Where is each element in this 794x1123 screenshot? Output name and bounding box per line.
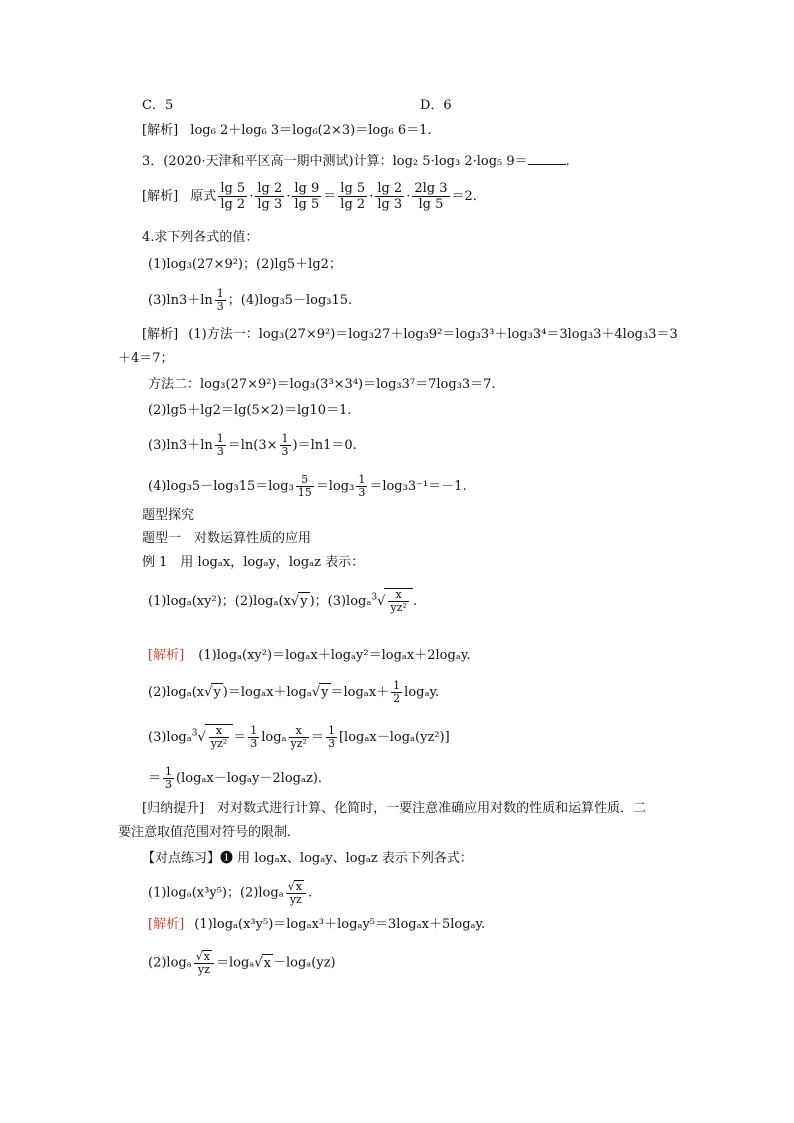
fraction: $\frac{1}{3}$	[250, 724, 258, 750]
q4-solution-1	[142, 326, 678, 344]
q2-solution-text: log₆ 2＋log₆ 3＝log₆(2×3)＝log₆ 6＝1.	[190, 123, 432, 138]
fraction: $\frac{\lg 5}{\lg 2}$	[220, 181, 246, 212]
q3-prefix: 原式	[190, 189, 217, 204]
practice-parts: (1)logₐ(x³y⁵)；(2)logₐ $\frac{√x}{yz}$ .	[148, 880, 313, 906]
fraction: $\frac{√x}{yz}$	[286, 880, 306, 906]
fraction: $\frac{1}{3}$	[281, 432, 289, 458]
section-title: 题型探究	[142, 508, 195, 523]
summary: [归纳提升] 对对数式进行计算、化简时，一要注意准确应用对数的性质和运算性质．二	[142, 801, 647, 816]
example-1-parts: (1)logₐ(xy²)；(2)logₐ(x√y )；(3)logₐ$^3$√ $\frac{x}{\text{yz²}}$ .	[148, 588, 417, 614]
example-1-solution-3-cont: ＝ $\frac{1}{3}$ (logₐx－logₐy－2logₐz)．	[148, 765, 331, 791]
solution-tag: [解析]	[142, 189, 179, 204]
fraction: $\frac{\lg 5}{\lg 2}$	[340, 181, 366, 212]
fraction: $\frac{1}{2}$	[393, 679, 401, 705]
q4-solution-method-2: 方法二：log₃(27×9²)＝log₃(3³×3⁴)＝log₃3⁷＝7log₃3＝7.	[148, 377, 496, 392]
option-d: D．6	[420, 98, 452, 113]
fraction: $\frac{5}{15}$	[297, 473, 312, 499]
fraction: $\frac{1}{3}$	[358, 473, 366, 499]
q3-result: ＝2．	[451, 189, 486, 204]
q2-solution	[142, 122, 432, 140]
practice-stem: 【对点练习】❶ 用 logₐx、logₐy、logₐz 表示下列各式：	[142, 851, 473, 866]
q4-solution-4: (4)log₃5－log₃15＝log₃ $\frac{5}{15}$ ＝log₃ $\frac{1}{3}$ ＝log₃3⁻¹＝－1.	[148, 473, 467, 499]
q4-solution-1-cont: ＋4＝7；	[118, 351, 174, 366]
summary-tag: [归纳提升]	[142, 801, 205, 816]
type-1-title: 题型一 对数运算性质的应用	[142, 531, 312, 546]
fraction: $\frac{1}{3}$	[216, 287, 224, 313]
practice-solution-2: (2)logₐ $\frac{√x}{yz}$ ＝logₐ√x －logₐ(yz)	[148, 950, 336, 976]
fraction: $\frac{1}{3}$	[327, 724, 335, 750]
summary-cont: 要注意取值范围对符号的限制．	[118, 825, 301, 840]
answer-blank	[528, 152, 566, 165]
example-1-solution-1: [解析] (1)logₐ(xy²)＝logₐx＋logₐy²＝logₐx＋2logₐy.	[148, 648, 471, 663]
solution-tag: [解析]	[148, 917, 185, 932]
q4-solution-1-text: (1)方法一：log₃(27×9²)＝log₃27＋log₃9²＝log₃3³＋log₃3⁴＝3log₃3＋4log₃3＝3	[188, 327, 678, 342]
fraction: $\frac{x}{\text{yz²}}$	[390, 588, 407, 614]
fraction: $\frac{x}{\text{yz²}}$	[210, 724, 228, 750]
practice-solution-1: [解析] (1)logₐ(x³y⁵)＝logₐx³＋logₐy⁵＝3logₐx＋5logₐy.	[148, 917, 486, 932]
fraction: $\frac{1}{3}$	[216, 432, 224, 458]
q4-solution-3: (3)ln3＋ln $\frac{1}{3}$ ＝ln(3× $\frac{1}{3}$ )＝ln1＝0.	[148, 432, 357, 458]
fraction: $\frac{√x}{yz}$	[194, 950, 214, 976]
fraction: $\frac{1}{3}$	[165, 765, 173, 791]
fraction: $\frac{\lg 9}{\lg 5}$	[294, 181, 320, 212]
q4-parts-1-2: (1)log₃(27×9²)；(2)lg5＋lg2；	[148, 257, 342, 272]
fraction: $\frac{\lg 2}{\lg 3}$	[257, 181, 283, 212]
practice-tag: 【对点练习】❶	[142, 851, 234, 866]
fraction: $\frac{2\lg 3}{\lg 5}$	[414, 181, 448, 212]
solution-tag: [解析]	[142, 123, 179, 138]
q3-stem: 3．(2020·天津和平区高一期中测试)计算：log₂ 5·log₃ 2·log₅ 9＝ .	[142, 154, 570, 169]
example-1-stem: 例 1 用 logₐx，logₐy，logₐz 表示：	[142, 555, 365, 570]
q3-solution: [解析] 原式 $\frac{\lg 5}{\lg 2}$ · $\frac{\lg 2}{\lg 3}$ · $\frac{\lg 9}{\lg 5}$ ＝ $\frac{\lg 5}{\lg 2}$ · $\frac{\lg 2}{\lg 3}$ · $\frac{2\lg 3}{\lg 5}$ ＝2．	[142, 181, 486, 212]
fraction: $\frac{\lg 2}{\lg 3}$	[377, 181, 403, 212]
example-1-solution-3: (3)logₐ$^3$√ $\frac{x}{\text{yz²}}$ ＝ $\frac{1}{3}$ logₐ $\frac{x}{\text{yz²}}$ ＝ $\frac{1}{3}$ [logₐx－logₐ(yz²)]	[148, 724, 450, 750]
solution-tag: [解析]	[148, 648, 185, 663]
q4-solution-2: (2)lg5＋lg2＝lg(5×2)＝lg10＝1.	[148, 403, 352, 418]
q4-stem: 4.求下列各式的值：	[142, 230, 259, 245]
q3-stem-text: 3．(2020·天津和平区高一期中测试)计算：log₂ 5·log₃ 2·log₅ 9＝	[142, 154, 528, 169]
q4-parts-3-4: (3)ln3＋ln $\frac{1}{3}$ ；(4)log₃5－log₃15.	[148, 287, 353, 313]
example-1-solution-2: (2)logₐ(x√y )＝logₐx＋logₐ√y ＝logₐx＋ $\frac{1}{2}$ logₐy.	[148, 679, 440, 705]
fraction: $\frac{x}{\text{yz²}}$	[290, 724, 307, 750]
option-c: C．5	[142, 98, 174, 113]
solution-tag: [解析]	[142, 327, 179, 342]
